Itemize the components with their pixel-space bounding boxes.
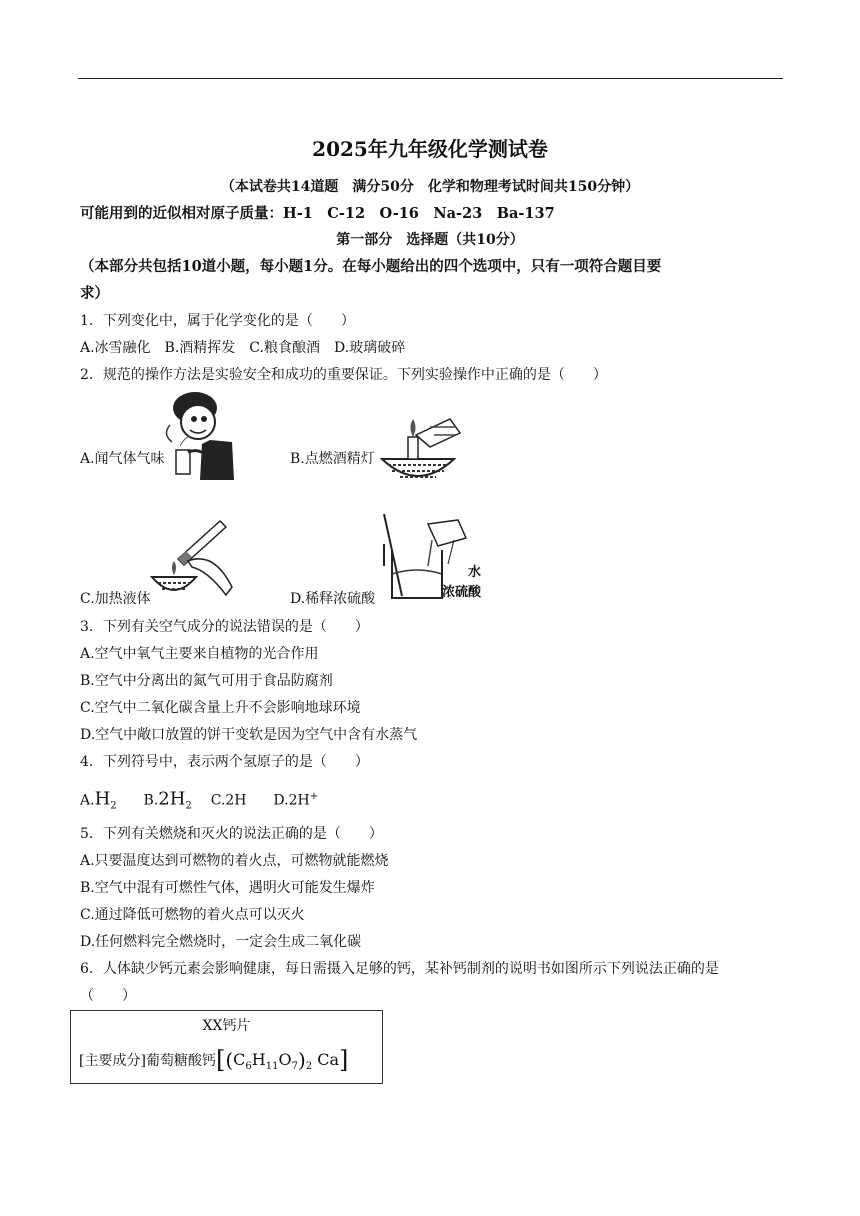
q5-option-c: C.通过降低可燃物的着火点可以灭火	[80, 907, 305, 923]
formula-c: C	[233, 1050, 246, 1069]
formula-o-sub: 7	[291, 1060, 298, 1072]
exam-info: （本试卷共14道题 满分50分 化学和物理考试时间共150分钟）	[220, 179, 640, 195]
q4-option-a-sub: 2	[110, 800, 117, 812]
q3-option-b: B.空气中分离出的氮气可用于食品防腐剂	[80, 673, 333, 689]
q2-option-b: B.点燃酒精灯	[290, 451, 375, 467]
tablet-name: XX钙片	[202, 1018, 251, 1034]
formula-h: H	[251, 1050, 266, 1069]
part1-heading: 第一部分 选择题（共10分）	[336, 232, 524, 248]
q4-option-a-symbol: H	[94, 788, 111, 810]
q2-option-d: D.稀释浓硫酸	[290, 591, 376, 607]
alcohol-lamp-figure	[372, 415, 464, 490]
q6-stem-line2: （ ）	[80, 988, 136, 1004]
q4-option-b-symbol: 2H	[158, 788, 186, 810]
q6-stem-line1: 6．人体缺少钙元素会影响健康，每日需摄入足够的钙，某补钙制剂的说明书如图所示下列说法正确的是	[80, 961, 719, 977]
q4-option-b-sub: 2	[185, 800, 192, 812]
q4-option-d-label: D.	[273, 792, 289, 809]
q4-option-d-symbol: 2H	[288, 792, 310, 809]
q5-option-d: D.任何燃料完全燃烧时，一定会生成二氧化碳	[80, 934, 362, 950]
q4-option-b-label: B.	[143, 792, 159, 809]
q4-option-c: C.2H	[210, 792, 247, 809]
formula-ca: Ca	[317, 1050, 339, 1069]
q3-option-a: A.空气中氧气主要来自植物的光合作用	[80, 646, 319, 662]
part1-instruction-line1: （本部分共包括10道小题，每小题1分。在每小题给出的四个选项中，只有一项符合题目要	[80, 258, 662, 275]
q3-option-c: C.空气中二氧化碳含量上升不会影响地球环境	[80, 700, 361, 716]
q5-stem: 5．下列有关燃烧和灭火的说法正确的是（ ）	[80, 826, 383, 842]
header-rule	[78, 78, 783, 79]
formula-c-sub: 6	[245, 1060, 252, 1072]
q4-options	[80, 788, 318, 815]
q5-option-b: B.空气中混有可燃性气体，遇明火可能发生爆炸	[80, 880, 375, 896]
q3-stem: 3．下列有关空气成分的说法错误的是（ ）	[80, 619, 369, 635]
heat-liquid-figure	[148, 515, 243, 600]
q1-stem: 1．下列变化中，属于化学变化的是（ ）	[80, 313, 355, 329]
atomic-masses: 可能用到的近似相对原子质量：H-1 C-12 O-16 Na-23 Ba-137	[80, 205, 555, 222]
q5-option-a: A.只要温度达到可燃物的着火点，可燃物就能燃烧	[80, 853, 389, 869]
fig-d-label-water: 水	[468, 565, 482, 580]
q2-stem: 2．规范的操作方法是实验安全和成功的重要保证。下列实验操作中正确的是（ ）	[80, 367, 607, 383]
q2-option-a: A.闻气体气味	[80, 451, 165, 467]
tablet-ingredient-label: [主要成分]葡萄糖酸钙	[79, 1053, 216, 1069]
q3-option-d: D.空气中敞口放置的饼干变软是因为空气中含有水蒸气	[80, 727, 418, 743]
q4-stem: 4．下列符号中，表示两个氢原子的是（ ）	[80, 754, 369, 770]
formula-group-sub: 2	[305, 1060, 313, 1072]
tablet-ingredient: [主要成分]葡萄糖酸钙[$(C_6H_{11}O_7)_2$ Ca]	[79, 1046, 349, 1074]
page-title: 2025年九年级化学测试卷	[312, 137, 548, 161]
formula-o: O	[278, 1050, 292, 1069]
q2-option-c: C.加热液体	[80, 591, 151, 607]
calcium-tablet-label-box	[70, 1010, 383, 1084]
part1-instruction-line2: 求）	[80, 285, 109, 302]
q4-option-d-sup: +	[309, 791, 319, 802]
fig-d-label-acid: 浓硫酸	[442, 585, 482, 600]
q1-options: A.冰雪融化 B.酒精挥发 C.粮食酿酒 D.玻璃破碎	[80, 340, 406, 356]
formula-h-sub: 11	[265, 1060, 279, 1072]
q4-option-a-label: A.	[80, 792, 95, 809]
